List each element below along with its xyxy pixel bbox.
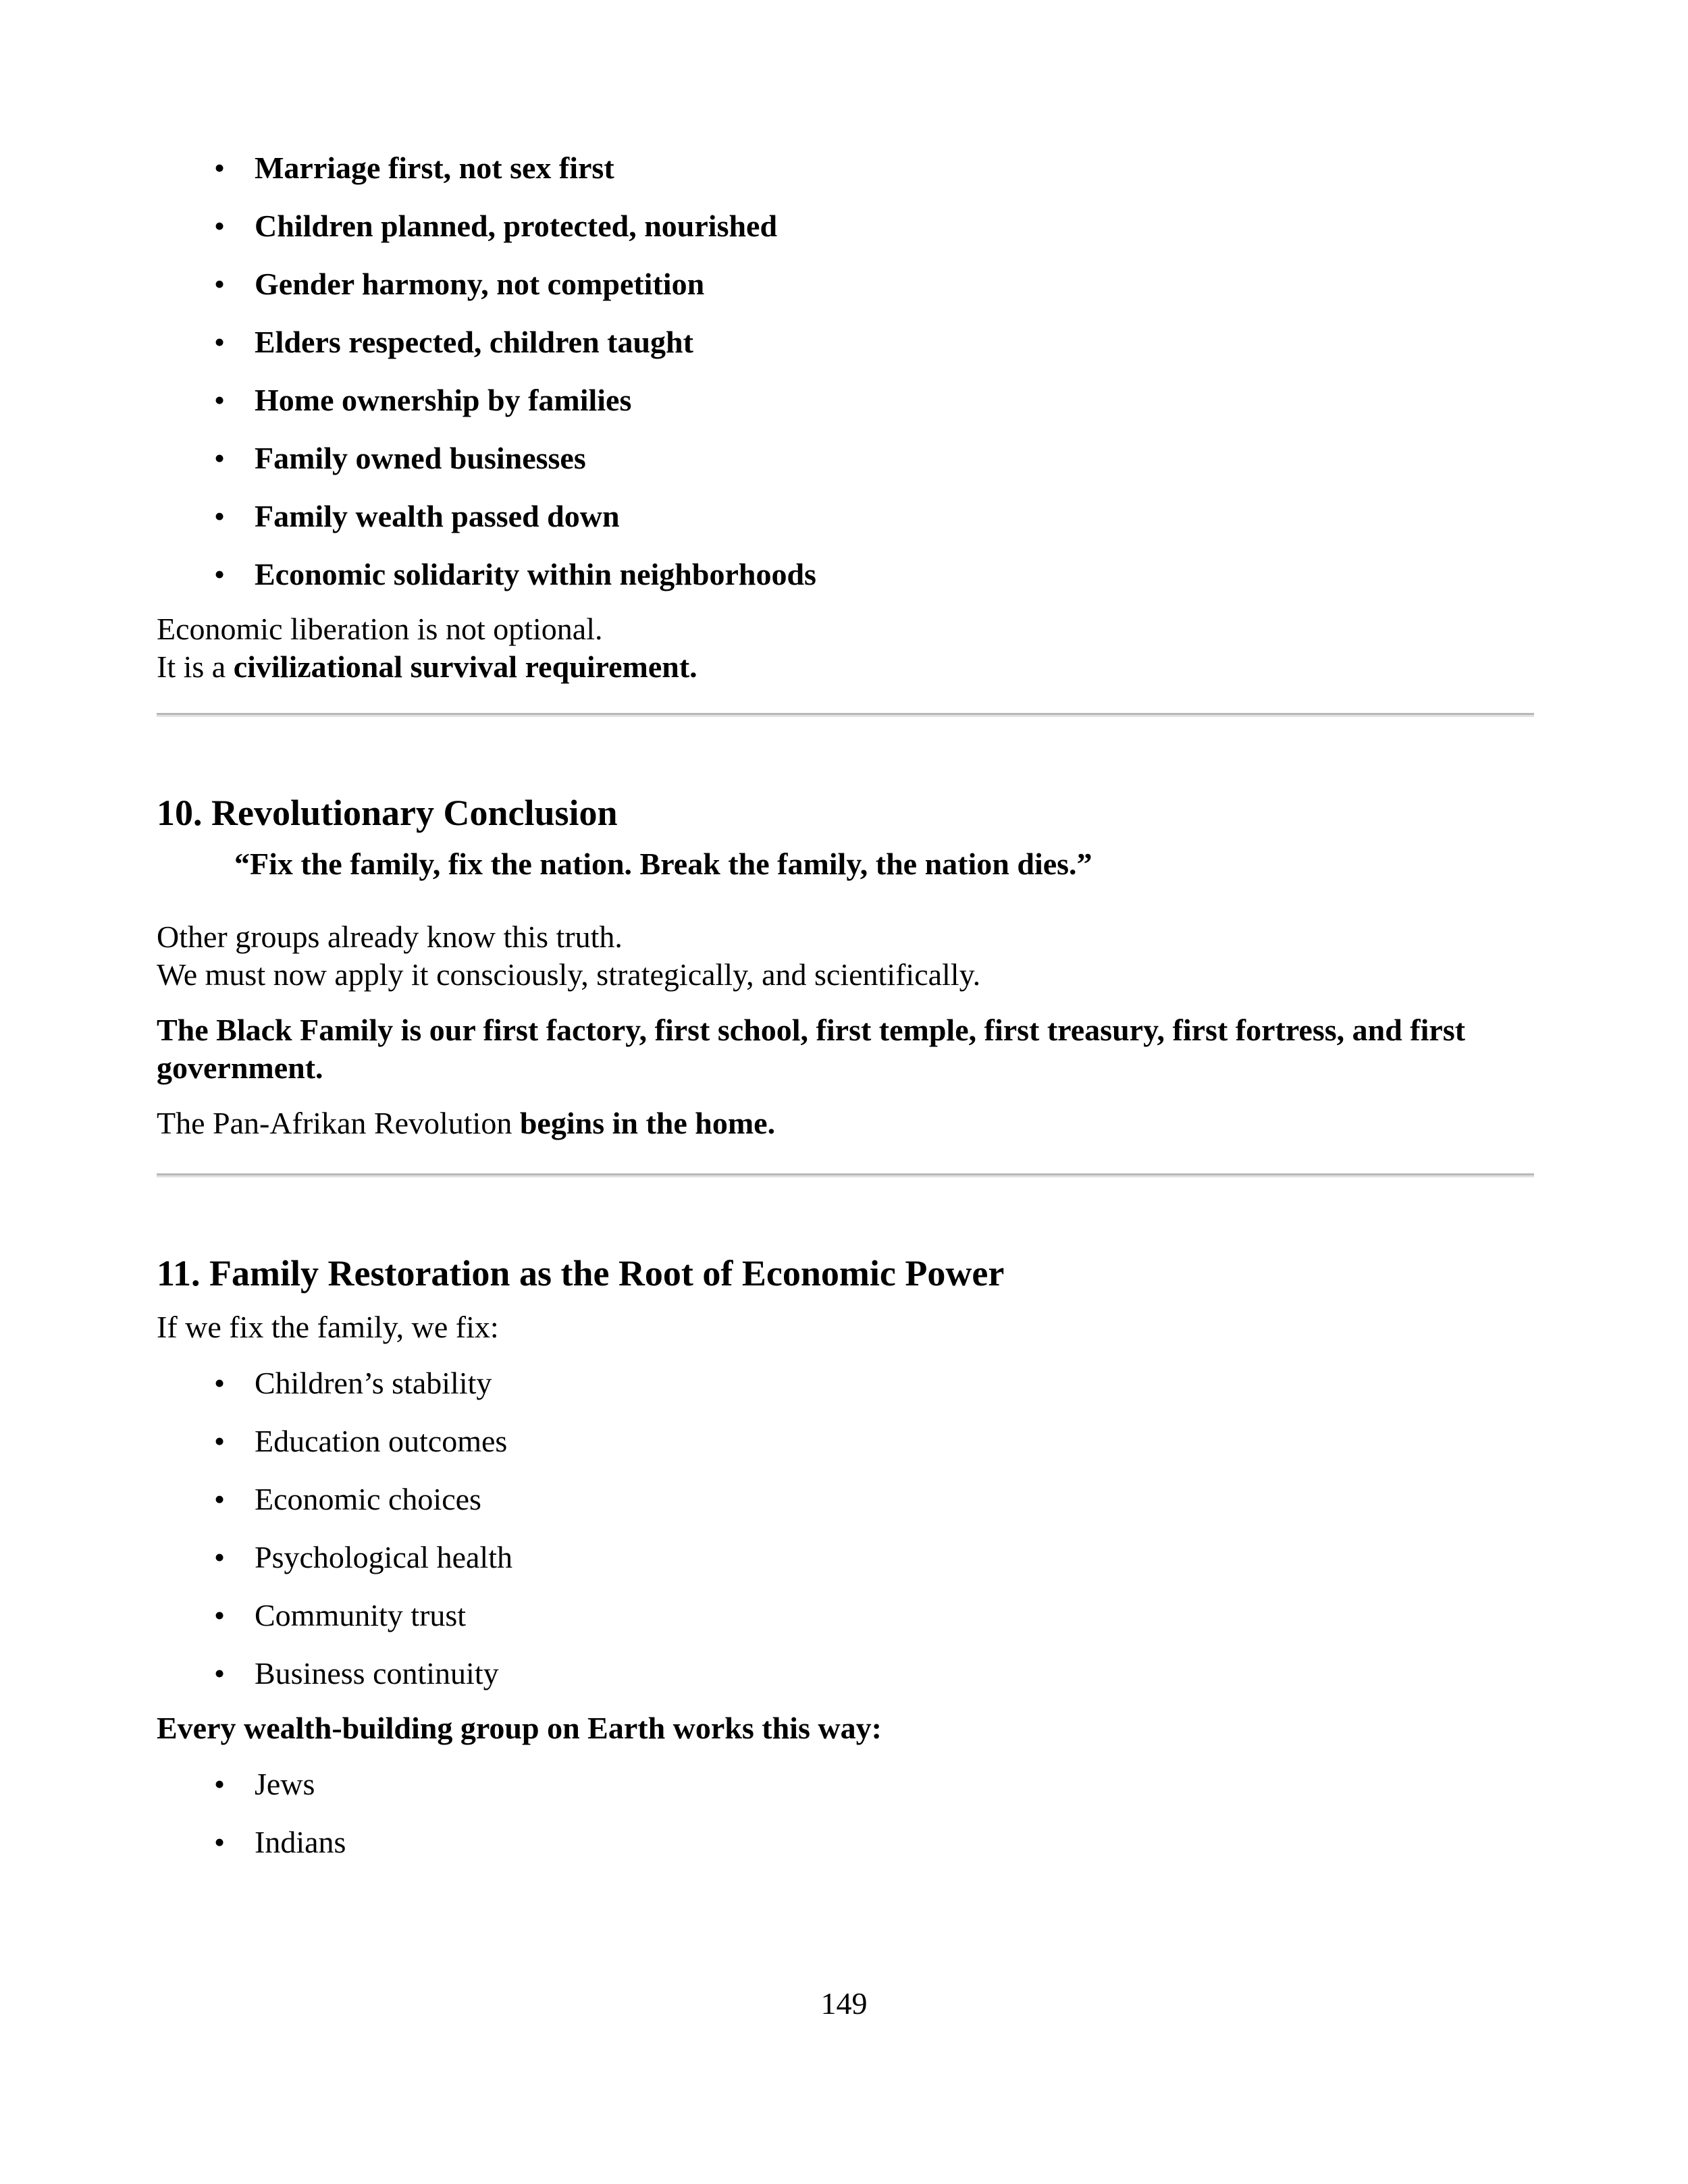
- family-fix-list: [157, 1364, 1534, 1693]
- section-11-intro: If we fix the family, we fix:: [157, 1310, 499, 1344]
- bullet-icon: •: [214, 441, 226, 475]
- section-divider: [157, 1173, 1534, 1177]
- section-10-quote: “Fix the family, fix the nation. Break the family, the nation dies.”: [234, 847, 1092, 881]
- bullet-icon: •: [214, 1598, 226, 1632]
- bullet-icon: •: [214, 209, 226, 243]
- list-item: • Indians: [255, 1823, 1534, 1862]
- bullet-icon: •: [214, 1366, 226, 1400]
- section-10-revolution-para: The Pan-Afrikan Revolution begins in the home.: [157, 1106, 776, 1140]
- page-number: 149: [820, 1986, 868, 2021]
- list-item: • Marriage first, not sex first: [255, 149, 1534, 188]
- bullet-icon: •: [214, 557, 226, 591]
- list-item: • Education outcomes: [255, 1422, 1534, 1461]
- list-item: • Business continuity: [255, 1654, 1534, 1693]
- list-item: • Family owned businesses: [255, 439, 1534, 478]
- list-item: • Gender harmony, not competition: [255, 265, 1534, 304]
- list-item: • Community trust: [255, 1596, 1534, 1635]
- list-item: • Children’s stability: [255, 1364, 1534, 1403]
- list-item: • Home ownership by families: [255, 381, 1534, 420]
- list-item: • Family wealth passed down: [255, 497, 1534, 536]
- bullet-icon: •: [214, 1540, 226, 1574]
- bullet-icon: •: [214, 499, 226, 533]
- section-10-black-family-para: The Black Family is our first factory, first school, first temple, first treasury, first fortress, and first government.: [157, 1013, 1466, 1085]
- section-10-heading: 10. Revolutionary Conclusion: [157, 793, 618, 833]
- bullet-icon: •: [214, 1767, 226, 1801]
- bullet-icon: •: [214, 151, 226, 185]
- list-item: • Jews: [255, 1765, 1534, 1804]
- section-divider: [157, 713, 1534, 717]
- economic-liberation-para: Economic liberation is not optional. It is a civilizational survival requirement.: [157, 612, 697, 684]
- section-10-truth-para: Other groups already know this truth. We must now apply it consciously, strategically, and scientifically.: [157, 920, 981, 992]
- list-item: • Economic choices: [255, 1480, 1534, 1519]
- wealth-groups-heading: Every wealth-building group on Earth works this way:: [157, 1711, 882, 1745]
- bullet-icon: •: [214, 1825, 226, 1859]
- bullet-icon: •: [214, 383, 226, 417]
- bullet-icon: •: [214, 1656, 226, 1690]
- bullet-icon: •: [214, 325, 226, 359]
- bullet-icon: •: [214, 1482, 226, 1516]
- page-content: [157, 149, 1534, 1881]
- list-item: • Children planned, protected, nourished: [255, 207, 1534, 246]
- bullet-icon: •: [214, 1424, 226, 1458]
- list-item: • Economic solidarity within neighborhoods: [255, 555, 1534, 594]
- list-item: • Psychological health: [255, 1538, 1534, 1577]
- wealth-groups-list: [157, 1765, 1534, 1862]
- family-principles-list: [157, 149, 1534, 594]
- bullet-icon: •: [214, 267, 226, 301]
- section-11-heading: 11. Family Restoration as the Root of Economic Power: [157, 1253, 1005, 1294]
- list-item: • Elders respected, children taught: [255, 323, 1534, 362]
